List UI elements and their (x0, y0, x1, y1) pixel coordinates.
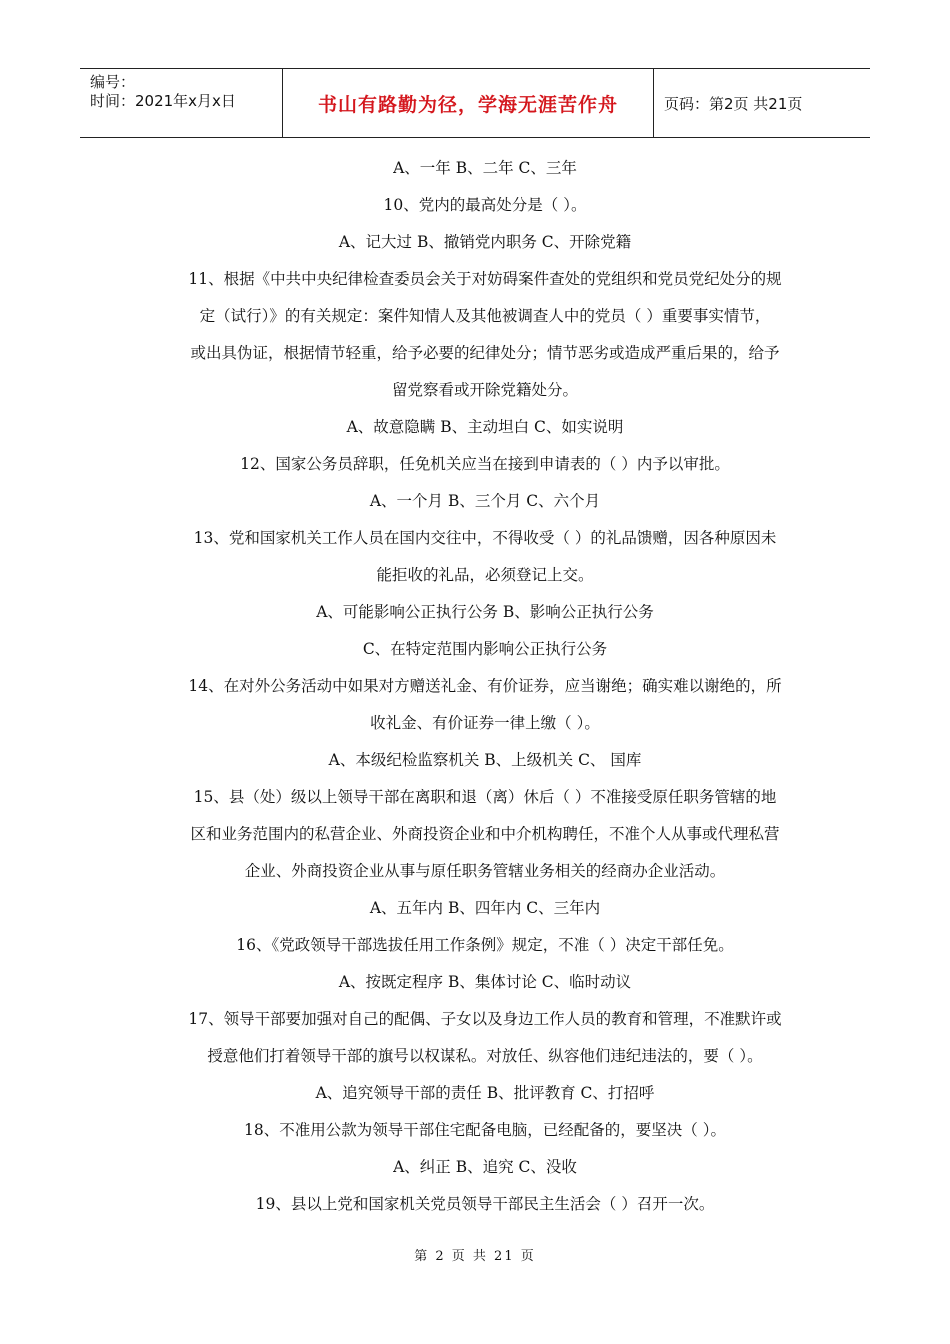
text-line: 授意他们打着领导干部的旗号以权谋私。对放任、纵容他们违纪违法的，要（ ）。 (207, 1047, 763, 1065)
text-line: 15、县（处）级以上领导干部在离职和退（离）休后（ ）不准接受原任职务管辖的地 (193, 788, 777, 806)
question-body (160, 150, 810, 1223)
time-label: 时间：2021年x月x日 (90, 92, 236, 110)
header-motto: 书山有路勤为径，学海无涯苦作舟 (282, 69, 654, 137)
text-line: 区和业务范围内的私营企业、外商投资企业和中介机构聘任，不准个人从事或代理私营 (190, 825, 780, 843)
text-line: 收礼金、有价证券一律上缴（ ）。 (370, 714, 600, 732)
text-line: 企业、外商投资企业从事与原任职务管辖业务相关的经商办企业活动。 (244, 862, 726, 880)
text-line: A、五年内 B、四年内 C、三年内 (369, 899, 601, 917)
text-line: A、追究领导干部的责任 B、批评教育 C、打招呼 (315, 1084, 655, 1102)
text-line: A、一年 B、二年 C、三年 (393, 159, 577, 177)
text-line: 17、领导干部要加强对自己的配偶、子女以及身边工作人员的教育和管理，不准默许或 (188, 1010, 782, 1028)
text-line: A、故意隐瞒 B、主动坦白 C、如实说明 (346, 418, 624, 436)
text-line: 11、根据《中共中央纪律检查委员会关于对妨碍案件查处的党组织和党员党纪处分的规 (188, 270, 782, 288)
text-line: 留党察看或开除党籍处分。 (391, 381, 578, 399)
text-line: 定（试行）》的有关规定：案件知情人及其他被调查人中的党员（ ）重要事实情节， (199, 307, 771, 325)
text-line: A、按既定程序 B、集体讨论 C、临时动议 (338, 973, 632, 991)
text-line: 10、党内的最高处分是（ ）。 (383, 196, 587, 214)
text-line: 或出具伪证，根据情节轻重，给予必要的纪律处分；情节恶劣或造成严重后果的，给予 (190, 344, 780, 362)
text-line: A、记大过 B、撤销党内职务 C、开除党籍 (338, 233, 632, 251)
page-footer: 第 2 页 共 21 页 (414, 1249, 536, 1264)
text-line: 16、《党政领导干部选拔任用工作条例》规定，不准（ ）决定干部任免。 (236, 936, 734, 954)
text-line: A、可能影响公正执行公务 B、影响公正执行公务 (316, 603, 654, 621)
page-header (80, 68, 870, 138)
text-line: 13、党和国家机关工作人员在国内交往中，不得收受（ ）的礼品馈赠，因各种原因未 (193, 529, 777, 547)
text-line: 能拒收的礼品，必须登记上交。 (376, 566, 594, 584)
text-line: 14、在对外公务活动中如果对方赠送礼金、有价证券，应当谢绝；确实难以谢绝的，所 (188, 677, 782, 695)
text-line: A、本级纪检监察机关 B、上级机关 C、 国库 (328, 751, 642, 769)
text-line: 12、国家公务员辞职，任免机关应当在接到申请表的（ ）内予以审批。 (240, 455, 730, 473)
text-line: 18、不准用公款为领导干部住宅配备电脑，已经配备的，要坚决（ ）。 (244, 1121, 726, 1139)
number-label: 编号： (90, 73, 136, 91)
text-line: A、一个月 B、三个月 C、六个月 (369, 492, 601, 510)
text-line: 19、县以上党和国家机关党员领导干部民主生活会（ ）召开一次。 (255, 1195, 715, 1213)
header-meta (80, 69, 282, 137)
text-line: C、在特定范围内影响公正执行公务 (362, 640, 608, 658)
header-page-info: 页码：第2页 共21页 (664, 94, 803, 113)
text-line: A、纠正 B、追究 C、没收 (393, 1158, 577, 1176)
